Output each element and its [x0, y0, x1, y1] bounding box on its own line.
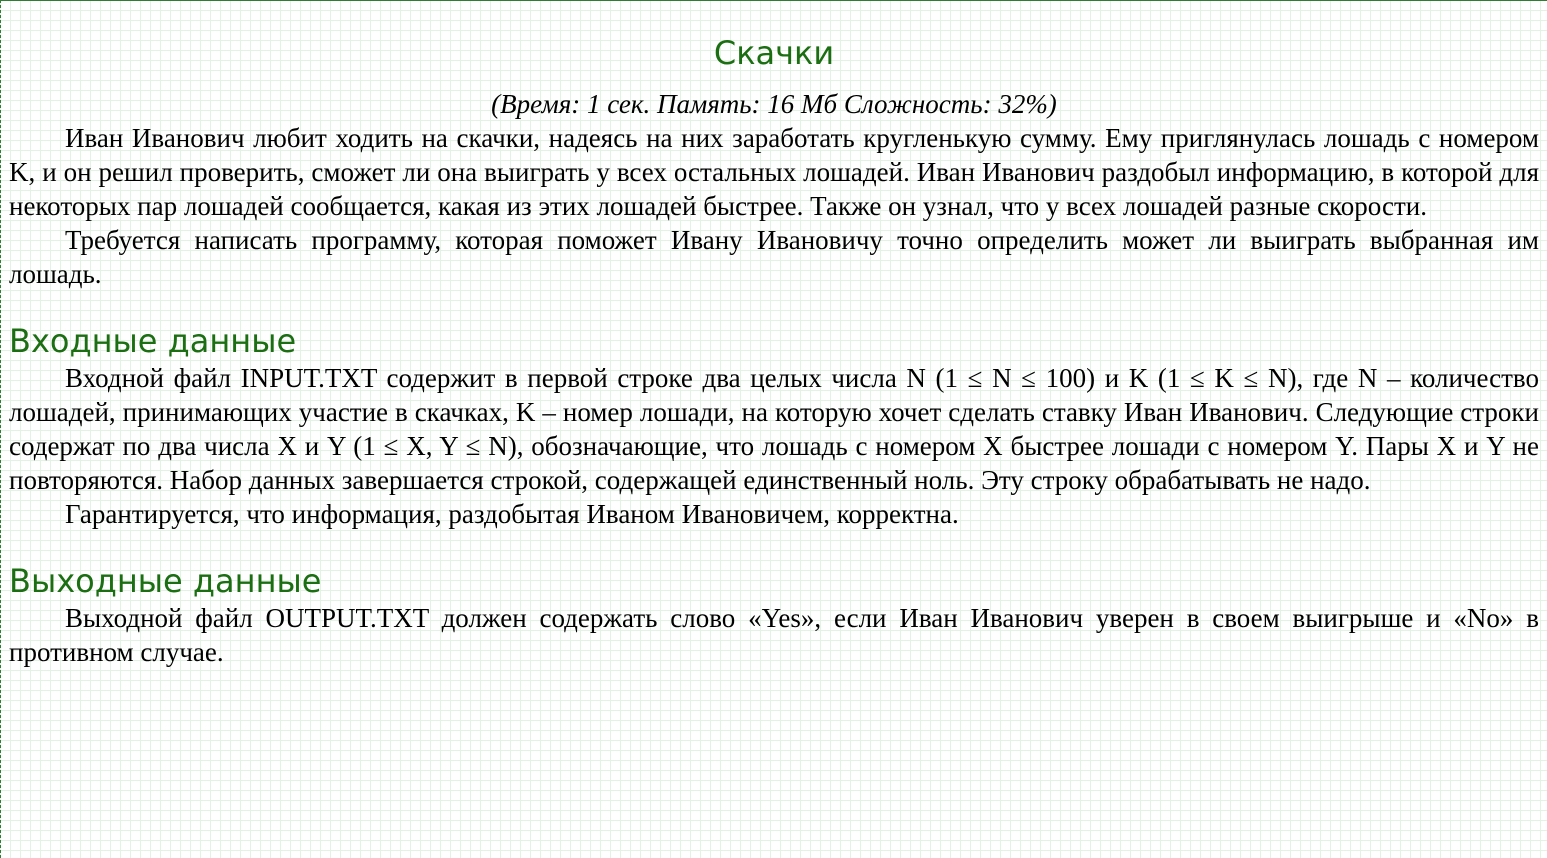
input-section-heading: Входные данные: [9, 322, 297, 360]
input-paragraph-2: Гарантируется, что информация, раздобытая Иваном Ивановичем, корректна.: [65, 499, 959, 529]
problem-title: Скачки: [713, 34, 835, 72]
problem-limits: (Время: 1 сек. Память: 16 Мб Сложность: 32%): [491, 89, 1057, 119]
statement-paragraph-2: Требуется написать программу, которая поможет Ивану Ивановичу точно определить может ли выиграть выбранная им лошадь.: [9, 225, 1539, 289]
problem-statement: [1, 1, 1539, 669]
statement-paragraph-1: Иван Иванович любит ходить на скачки, надеясь на них заработать кругленькую сумму. Ему приглянулась лошадь с номером K, и он решил проверить, сможет ли она выиграть у всех остальных лошадей. Иван Иванович раздобыл информацию, в которой для некоторых пар лошадей сообщается, какая из этих лошадей быстрее. Также он узнал, что у всех лошадей разные скорости.: [9, 123, 1539, 221]
output-paragraph-1: Выходной файл OUTPUT.TXT должен содержать слово «Yes», если Иван Иванович уверен в своем выигрыше и «No» в противном случае.: [9, 603, 1539, 667]
output-section-heading: Выходные данные: [9, 562, 322, 600]
input-paragraph-1: Входной файл INPUT.TXT содержит в первой строке два целых числа N (1 ≤ N ≤ 100) и K (1 ≤ K ≤ N), где N – количество лошадей, принимающих участие в скачках, K – номер лошади, на которую хочет сделать ставку Иван Иванович. Следующие строки содержат по два числа X и Y (1 ≤ X, Y ≤ N), обозначающие, что лошадь с номером X быстрее лошади с номером Y. Пары X и Y не повторяются. Набор данных завершается строкой, содержащей единственный ноль. Эту строку обрабатывать не надо.: [9, 363, 1539, 495]
